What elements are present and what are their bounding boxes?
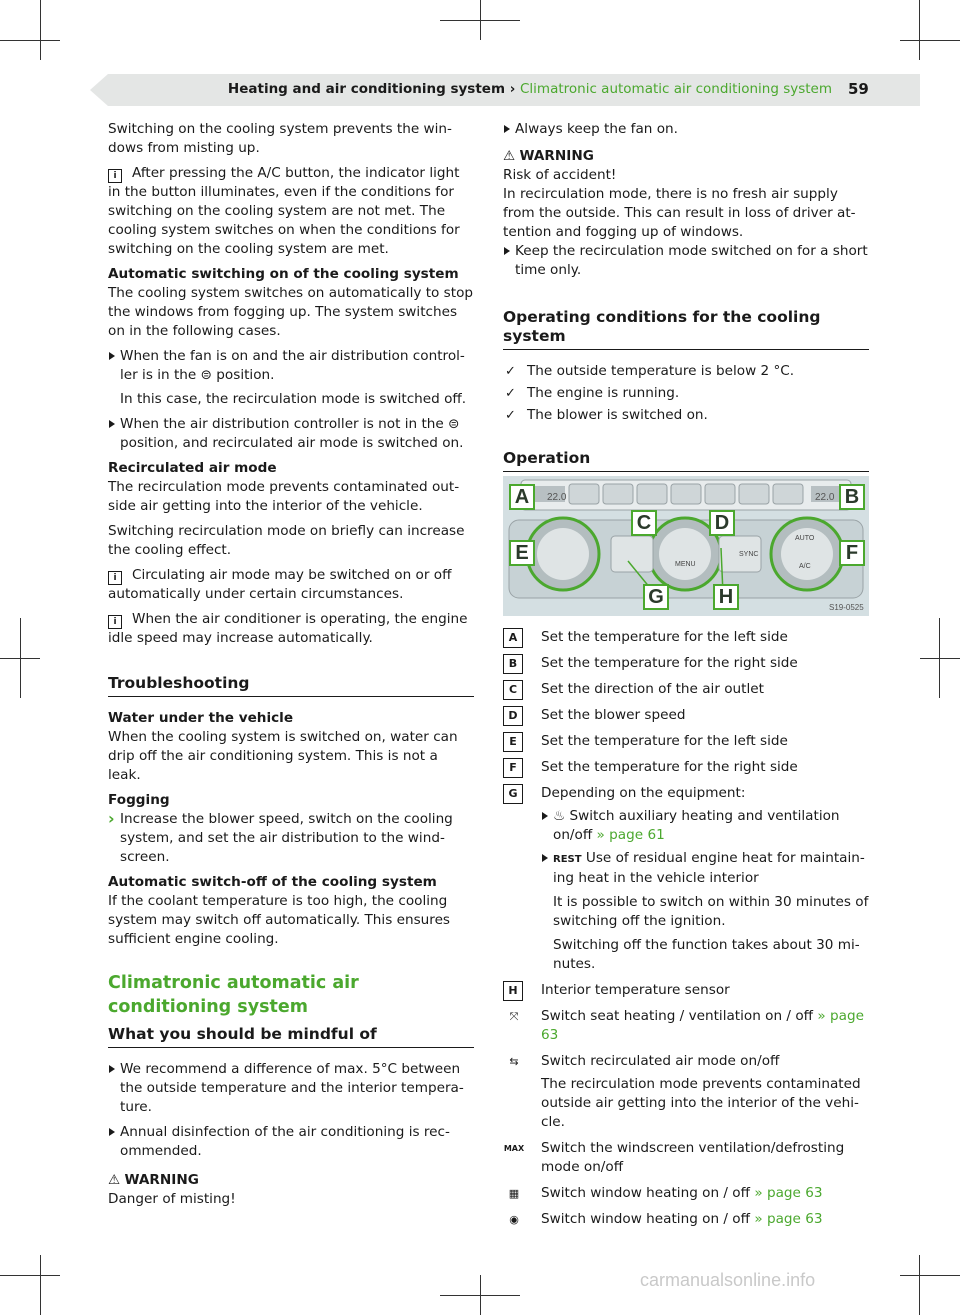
- autooff-title: Automatic switch-off of the cooling system: [108, 874, 437, 890]
- page-link[interactable]: » page 63: [754, 1185, 823, 1201]
- legend-row: ▦ Switch window heating on / off » page 63: [503, 1184, 869, 1203]
- header-subsection: Climatronic automatic air conditioning system: [520, 81, 832, 97]
- list-item-sub: It is possible to switch on within 30 minutes of switching off the ignition.: [553, 894, 869, 929]
- legend-key: G: [503, 784, 523, 804]
- water-block: Water under the vehicle When the cooling system is switched on, water can drip off the air conditioning system. This is not a leak.: [108, 710, 458, 783]
- crop-mark: [0, 658, 40, 659]
- figure-label-f: F: [839, 540, 865, 566]
- auto-on-block: [108, 265, 474, 341]
- list-item: Always keep the fan on.: [503, 120, 869, 139]
- crop-mark: [440, 20, 520, 21]
- knob-sync-label: SYNC: [739, 551, 759, 558]
- left-column: [108, 120, 474, 1215]
- crop-mark: [440, 1295, 520, 1296]
- list-item: When the air distribution controller is not in the ⊜ position, and recirculated air mode is switched on.: [108, 415, 474, 453]
- fogging-item: › Increase the blower speed, switch on the cooling system, and set the air distribution to the wind-screen.: [108, 810, 474, 867]
- legend-row: H Interior temperature sensor: [503, 981, 869, 1000]
- legend-row: ⇆ Switch recirculated air mode on/off The recirculation mode prevents contaminated outside air getting into the interior of the vehi-cle.: [503, 1052, 869, 1132]
- rest-icon: REST: [553, 854, 582, 865]
- list-item: Keep the recirculation mode switched on for a short time only.: [503, 242, 869, 280]
- figure-label-d: D: [709, 510, 735, 536]
- display-right: 22.0: [815, 492, 835, 503]
- legend-row: MAX Switch the windscreen ventilation/defrosting mode on/off: [503, 1140, 845, 1175]
- crop-mark: [919, 0, 920, 60]
- info-note-icon: i: [108, 169, 122, 183]
- condition-item: ✓ The engine is running.: [503, 384, 869, 403]
- figure-label-a: A: [509, 484, 535, 510]
- legend-row: D Set the blower speed: [503, 706, 869, 725]
- legend-row: ◉ Switch window heating on / off » page 63: [503, 1210, 869, 1229]
- info-note-icon: i: [108, 571, 122, 585]
- seat-heating-icon: ⤧: [509, 1010, 519, 1023]
- crop-mark: [0, 1275, 60, 1276]
- header-section: Heating and air conditioning system: [227, 81, 506, 97]
- watermark: carmanualsonline.info: [640, 1270, 816, 1290]
- condition-item: ✓ The blower is switched on.: [503, 406, 869, 425]
- climatronic-panel-figure: [503, 476, 869, 616]
- display-left: 22.0: [547, 492, 567, 503]
- right-column: [503, 120, 869, 484]
- rear-window-heating-icon: ▦: [508, 1187, 520, 1200]
- troubleshooting-heading: Troubleshooting: [108, 674, 474, 697]
- legend-key: F: [503, 758, 523, 778]
- warning-block: ⚠ WARNING Risk of accident! In recirculation mode, there is no fresh air supply from the outside. This can result in loss of driver at-tention and fogging up of windows.: [503, 148, 856, 240]
- max-defrost-icon: MAX: [503, 1144, 525, 1153]
- list-item: REST Use of residual engine heat for maintain-ing heat in the vehicle interior It is possible to switch on within 30 minutes of switching off the ignition. Switching off the function takes about 30 mi-nutes.: [541, 849, 869, 974]
- legend-row: E Set the temperature for the left side: [503, 732, 869, 751]
- list-item: When the fan is on and the air distribution control-ler is in the ⊜ position. In this case, the recirculation mode is switched off.: [108, 347, 474, 409]
- recirc-block: Recirculated air mode The recirculation mode prevents contaminated out-side air getting into the interior of the vehicle.: [108, 460, 460, 514]
- legend-row: A Set the temperature for the left side: [503, 628, 869, 647]
- header-separator: ›: [509, 81, 516, 97]
- list-item-sub: The recirculation mode prevents contaminated outside air getting into the interior of the vehi-cle.: [541, 1076, 861, 1130]
- list-item-sub: Switching off the function takes about 30 mi-nutes.: [553, 937, 860, 972]
- crop-mark: [40, 1255, 41, 1315]
- list-item: Annual disinfection of the air conditioning is rec-ommended.: [108, 1123, 474, 1161]
- intro-paragraph: Switching on the cooling system prevents the win-dows from misting up.: [108, 121, 452, 156]
- note-ac-button: i After pressing the A/C button, the indicator light in the button illuminates, even if the conditions for switching on the cooling system are not met. The cooling system switches on when the conditions for switching on the cooling system are met.: [108, 165, 460, 257]
- legend-key: E: [503, 732, 523, 752]
- legend-row: F Set the temperature for the right side: [503, 758, 869, 777]
- legend-key: D: [503, 706, 523, 726]
- note-idle-speed: i When the air conditioner is operating, the engine idle speed may increase automatically.: [108, 611, 468, 646]
- crop-mark: [40, 0, 41, 60]
- legend-row: G Depending on the equipment: ♨ Switch auxiliary heating and ventilation on/off » page 61 REST Use of residual engine heat for maintain-ing heat in the vehicle interior It is possible to switch on within 30 minutes of switching off the ignition. Switching off the function takes about 30 mi-nutes.: [503, 784, 869, 974]
- warning-icon: ⚠: [503, 148, 516, 164]
- recirculation-icon: ⇆: [509, 1055, 519, 1068]
- list-item: We recommend a difference of max. 5°C between the outside temperature and the interior tempera-ture.: [108, 1060, 474, 1117]
- figure-label-h: H: [713, 584, 739, 610]
- recirc-effect: Switching recirculation mode on briefly can increase the cooling effect.: [108, 523, 465, 558]
- autooff-block: Automatic switch-off of the cooling system If the coolant temperature is too high, the cooling system may switch off automatically. This ensures sufficient engine cooling.: [108, 874, 451, 947]
- recirc-title: Recirculated air mode: [108, 460, 277, 476]
- operation-heading: Operation: [503, 449, 869, 472]
- figure-label-g: G: [643, 584, 669, 610]
- knob-ac-label: A/C: [799, 563, 811, 570]
- header-arrow: [90, 74, 108, 106]
- page-link[interactable]: » page 61: [596, 827, 665, 843]
- auto-on-text: The cooling system switches on automatically to stop the windows from fogging up. The system switches on in the following cases.: [108, 285, 474, 339]
- condition-item: ✓ The outside temperature is below 2 °C.: [503, 362, 869, 381]
- crop-mark: [900, 1275, 960, 1276]
- legend-row: B Set the temperature for the right side: [503, 654, 869, 673]
- fogging-title: Fogging: [108, 792, 170, 808]
- knob-auto-label: AUTO: [795, 535, 815, 542]
- crop-mark: [920, 658, 960, 659]
- figure-label-b: B: [839, 484, 865, 510]
- figure-label-c: C: [631, 510, 657, 536]
- list-item: ♨ Switch auxiliary heating and ventilation on/off » page 61: [541, 807, 869, 845]
- water-title: Water under the vehicle: [108, 710, 294, 726]
- mindful-heading: What you should be mindful of: [108, 1025, 474, 1048]
- page-link[interactable]: » page 63: [754, 1211, 823, 1227]
- op-cond-heading: Operating conditions for the cooling system: [503, 308, 869, 350]
- legend: [503, 628, 869, 1236]
- figure-code: S19-0525: [829, 603, 864, 612]
- info-note-icon: i: [108, 615, 122, 629]
- legend-row: C Set the direction of the air outlet: [503, 680, 869, 699]
- auto-on-title: Automatic switching on of the cooling system: [108, 266, 459, 282]
- legend-key: H: [503, 981, 523, 1001]
- legend-key: A: [503, 628, 523, 648]
- legend-row: ⤧ Switch seat heating / ventilation on / off » page 63: [503, 1007, 869, 1045]
- note-circulating: i Circulating air mode may be switched on or off automatically under certain circumstances.: [108, 567, 452, 602]
- crop-mark: [900, 40, 960, 41]
- front-window-heating-icon: ◉: [509, 1213, 519, 1226]
- page-number: 59: [848, 80, 869, 98]
- figure-label-e: E: [509, 540, 535, 566]
- control-panel-illustration: [503, 476, 869, 616]
- legend-key: C: [503, 680, 523, 700]
- crop-mark: [0, 40, 60, 41]
- legend-key: B: [503, 654, 523, 674]
- warning-icon: ⚠: [108, 1172, 121, 1188]
- crop-mark: [919, 1255, 920, 1315]
- page-link[interactable]: » page 63: [541, 1008, 864, 1043]
- warning-block: ⚠ WARNING Danger of misting!: [108, 1172, 236, 1207]
- climatronic-title: Climatronic automatic air conditioning system: [108, 973, 359, 1017]
- aux-heating-icon: ♨: [553, 808, 566, 824]
- knob-menu-label: MENU: [675, 561, 696, 568]
- header-breadcrumb: [228, 81, 832, 97]
- list-item-sub: In this case, the recirculation mode is switched off.: [120, 391, 467, 407]
